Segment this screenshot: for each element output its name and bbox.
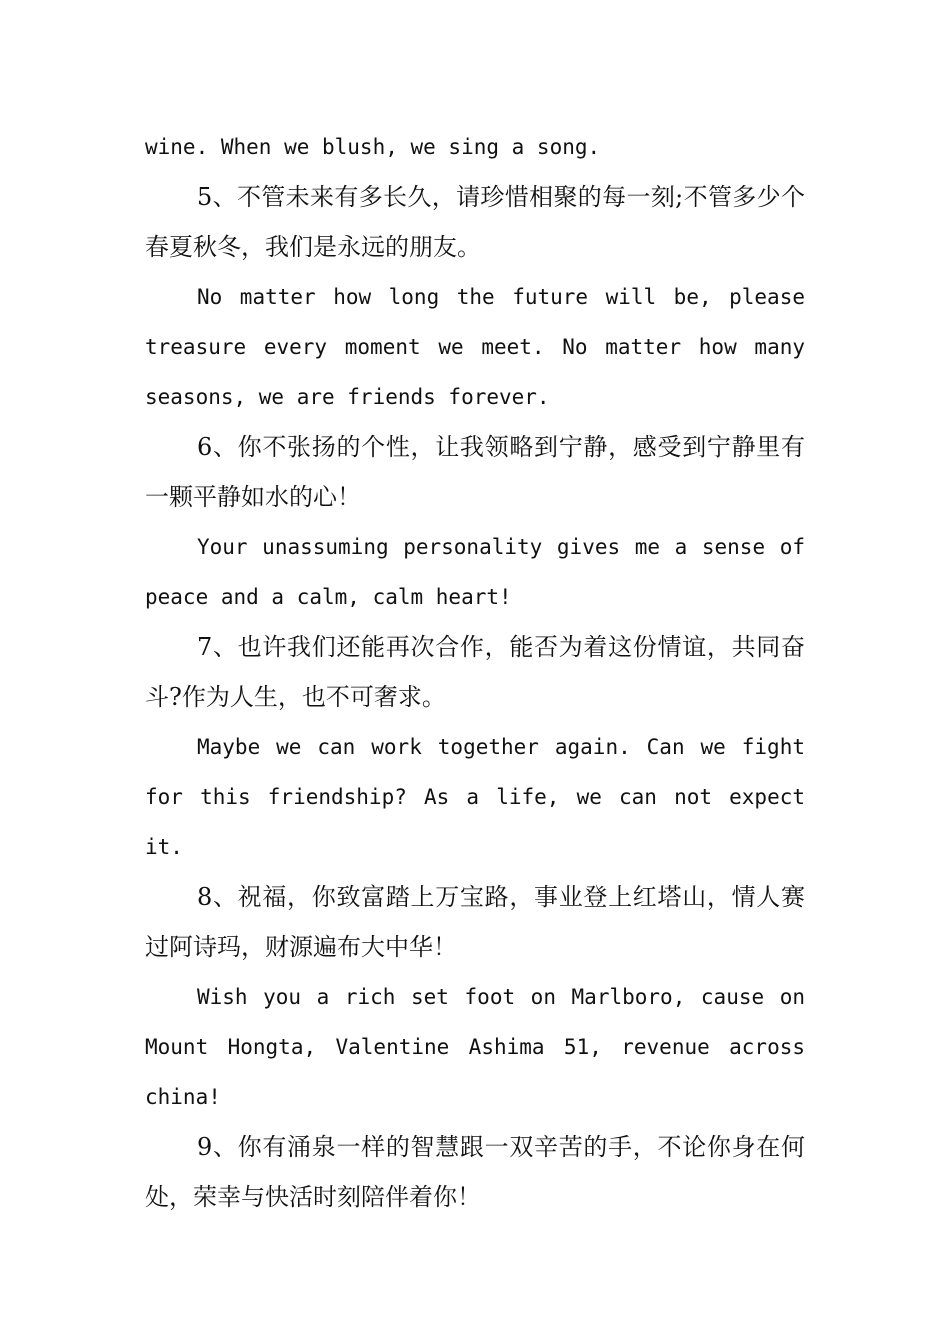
paragraph-4: 6、你不张扬的个性，让我领略到宁静，感受到宁静里有一颗平静如水的心！ xyxy=(145,433,805,511)
paragraph-10: 9、你有涌泉一样的智慧跟一双辛苦的手，不论你身在何处，荣幸与快活时刻陪伴着你！ xyxy=(145,1133,805,1211)
paragraph-9: Wish you a rich set foot on Marlboro, cause on Mount Hongta, Valentine Ashima 51, revenue across china! xyxy=(145,985,805,1109)
paragraph-8: 8、祝福，你致富踏上万宝路，事业登上红塔山，情人赛过阿诗玛，财源遍布大中华！ xyxy=(145,883,805,961)
paragraph-1: wine. When we blush, we sing a song. xyxy=(145,135,601,159)
paragraph-2: 5、不管未来有多长久，请珍惜相聚的每一刻;不管多少个春夏秋冬，我们是永远的朋友。 xyxy=(145,183,805,261)
paragraph-3: No matter how long the future will be, please treasure every moment we meet. No matter how many seasons, we are friends forever. xyxy=(145,285,805,409)
document-page xyxy=(145,122,805,1222)
paragraph-5: Your unassuming personality gives me a sense of peace and a calm, calm heart! xyxy=(145,535,805,609)
paragraph-7: Maybe we can work together again. Can we fight for this friendship? As a life, we can not expect it. xyxy=(145,735,805,859)
paragraph-6: 7、也许我们还能再次合作，能否为着这份情谊，共同奋斗?作为人生，也不可奢求。 xyxy=(145,633,805,711)
